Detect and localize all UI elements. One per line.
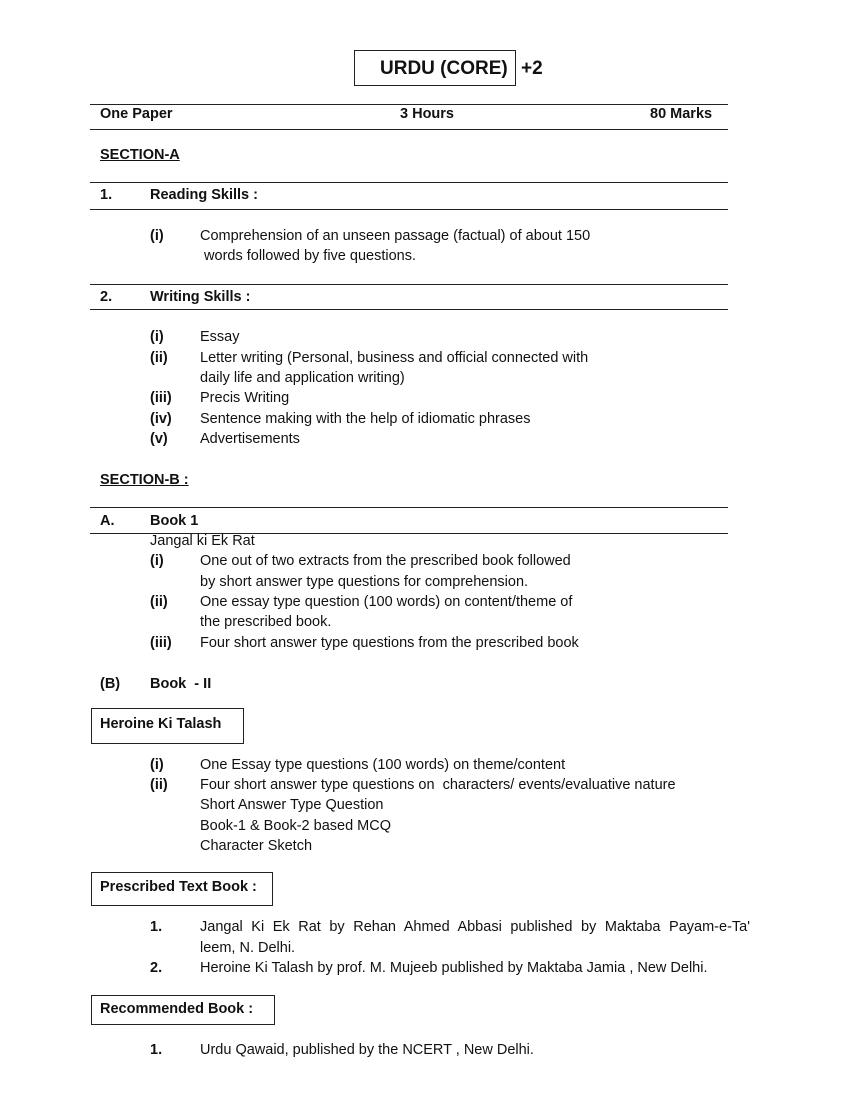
list-item-text: the prescribed book. (200, 614, 332, 630)
list-item-text: Book-1 & Book-2 based MCQ (200, 818, 392, 834)
list-item-text: Jangal Ki Ek Rat by Rehan Ahmed Abbasi published by Maktaba Payam-e-Ta' (200, 919, 750, 935)
list-item-text: leem, N. Delhi. (200, 940, 296, 956)
section-b-heading: SECTION-B : (100, 472, 189, 488)
list-item-text: Advertisements (200, 431, 300, 447)
reading-title: Reading Skills : (150, 187, 258, 203)
list-number: (iii) (150, 390, 172, 406)
writing-rule-bottom (90, 309, 728, 310)
list-item-text: Essay (200, 329, 240, 345)
recommended-heading: Recommended Book : (100, 1001, 254, 1017)
list-item-text: Short Answer Type Question (200, 797, 384, 813)
list-item-text: One Essay type questions (100 words) on theme/content (200, 757, 566, 773)
list-item-text: Comprehension of an unseen passage (factual) of about 150 (200, 228, 591, 244)
writing-title: Writing Skills : (150, 289, 251, 305)
writing-rule-top (90, 284, 728, 285)
list-number: (i) (150, 757, 164, 773)
reading-rule-top (90, 182, 728, 183)
list-item-text: Four short answer type questions on characters/ events/evaluative nature (200, 777, 676, 793)
book1-title: Book 1 (150, 513, 199, 529)
list-number: 2. (150, 960, 163, 976)
book2-number: (B) (100, 676, 121, 692)
list-number: 1. (150, 919, 163, 935)
list-number: 1. (150, 1042, 163, 1058)
header-rule-top (90, 104, 728, 105)
list-item-text: words followed by five questions. (200, 248, 416, 264)
list-number: (i) (150, 553, 164, 569)
list-number: (v) (150, 431, 168, 447)
book2-title: Book - II (150, 676, 212, 692)
list-item-text: Character Sketch (200, 838, 313, 854)
document-title: URDU (CORE) (380, 58, 508, 79)
list-number: (i) (150, 329, 164, 345)
list-number: (iv) (150, 411, 172, 427)
list-item-text: Heroine Ki Talash by prof. M. Mujeeb published by Maktaba Jamia , New Delhi. (200, 960, 708, 976)
writing-number: 2. (100, 289, 113, 305)
total-marks: 80 Marks (650, 106, 713, 122)
book1-rule-top (90, 507, 728, 508)
list-item-text: One out of two extracts from the prescribed book followed (200, 553, 571, 569)
header-rule-bottom (90, 129, 728, 130)
list-item-text: Four short answer type questions from the prescribed book (200, 635, 579, 651)
list-item-text: Sentence making with the help of idiomatic phrases (200, 411, 531, 427)
list-item-text: Urdu Qawaid, published by the NCERT , New Delhi. (200, 1042, 534, 1058)
list-number: (ii) (150, 594, 168, 610)
reading-number: 1. (100, 187, 113, 203)
section-a-heading: SECTION-A (100, 147, 180, 163)
list-number: (i) (150, 228, 164, 244)
list-number: (iii) (150, 635, 172, 651)
title-suffix: +2 (521, 58, 543, 79)
list-item-text: Precis Writing (200, 390, 290, 406)
list-item-text: daily life and application writing) (200, 370, 405, 386)
list-number: (ii) (150, 350, 168, 366)
prescribed-heading: Prescribed Text Book : (100, 879, 257, 895)
book1-subtitle: Jangal ki Ek Rat (150, 533, 255, 549)
book1-number: A. (100, 513, 115, 529)
duration: 3 Hours (400, 106, 454, 122)
list-number: (ii) (150, 777, 168, 793)
list-item-text: by short answer type questions for comprehension. (200, 574, 529, 590)
list-item-text: One essay type question (100 words) on content/theme of (200, 594, 573, 610)
reading-rule-bottom (90, 209, 728, 210)
list-item-text: Letter writing (Personal, business and official connected with (200, 350, 589, 366)
book2-boxed-title: Heroine Ki Talash (100, 716, 222, 732)
paper-count: One Paper (100, 106, 173, 122)
